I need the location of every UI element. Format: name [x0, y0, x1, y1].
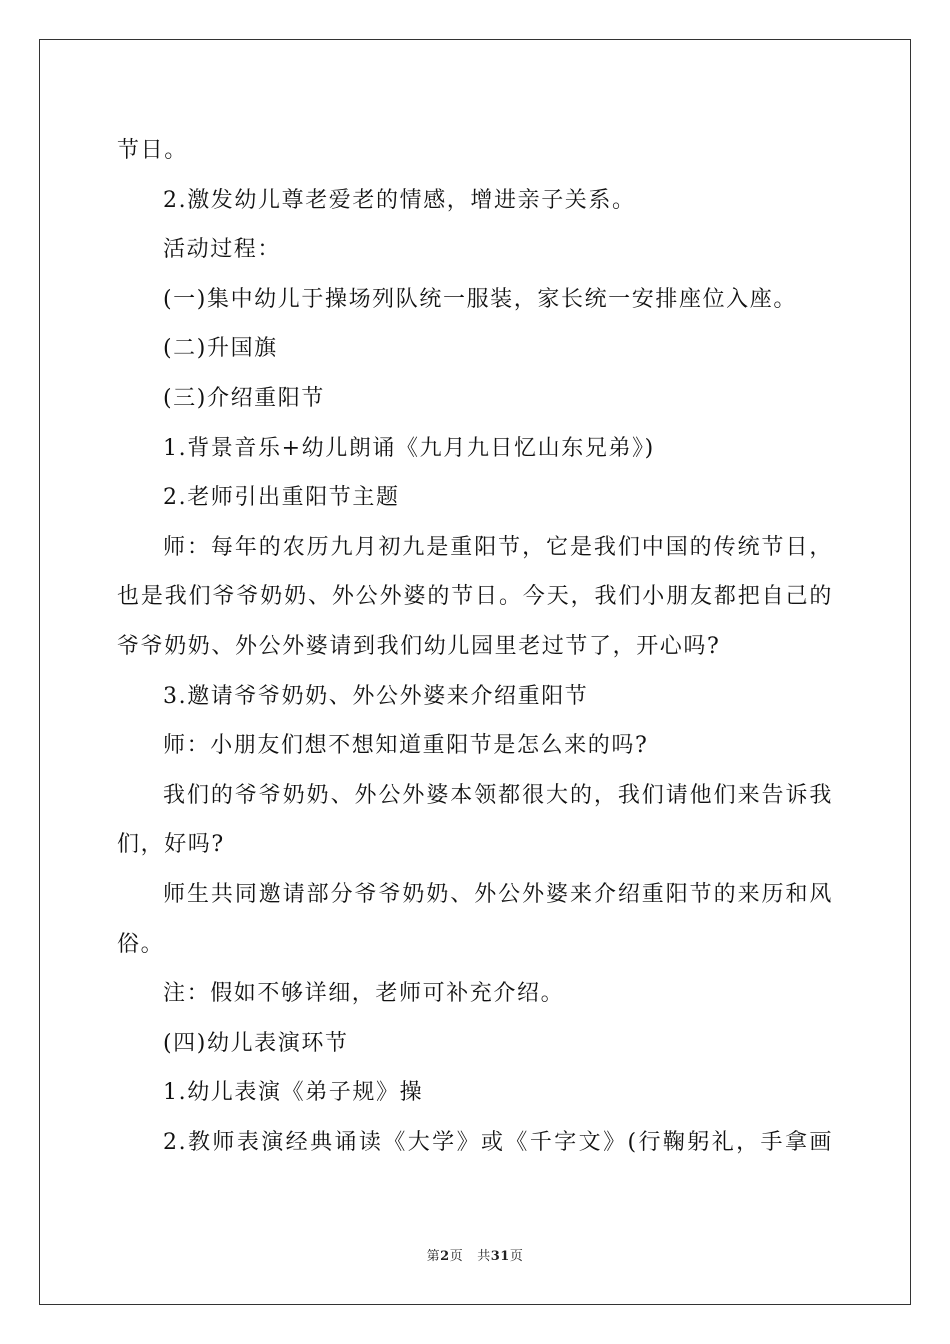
text-line: 活动过程：: [163, 237, 282, 263]
document-body: [117, 126, 833, 1167]
text-line: 2.激发幼儿尊老爱老的情感，增进亲子关系。: [163, 187, 636, 213]
text-line: 2.老师引出重阳节主题: [163, 485, 400, 511]
text-line: 师生共同邀请部分爷爷奶奶、外公外婆来介绍重阳节的来历和风: [163, 881, 833, 907]
text-line: (三)介绍重阳节: [163, 385, 325, 411]
page-prefix: 第: [426, 1249, 441, 1264]
text-line: 也是我们爷爷奶奶、外公外婆的节日。今天，我们小朋友都把自己的: [117, 584, 833, 610]
text-line: 1.背景音乐+幼儿朗诵《九月九日忆山东兄弟》): [163, 435, 655, 461]
text-line: (一)集中幼儿于操场列队统一服装，家长统一安排座位入座。: [163, 286, 797, 312]
text-line: 俗。: [117, 931, 165, 957]
text-line: 注：假如不够详细，老师可补充介绍。: [163, 981, 565, 1007]
text-line: 2.教师表演经典诵读《大学》或《千字文》(行鞠躬礼，手拿画: [163, 1129, 833, 1155]
page-suffix: 页: [449, 1249, 464, 1264]
total-pages: 31: [490, 1249, 510, 1264]
page-number: 2: [440, 1249, 450, 1264]
text-line: 3.邀请爷爷奶奶、外公外婆来介绍重阳节: [163, 683, 589, 709]
text-line: (四)幼儿表演环节: [163, 1030, 349, 1056]
page-footer: [0, 1249, 950, 1265]
text-line: 1.幼儿表演《弟子规》操: [163, 1080, 424, 1106]
text-line: 节日。: [117, 138, 188, 163]
total-suffix: 页: [509, 1249, 524, 1264]
text-line: 师：每年的农历九月初九是重阳节，它是我们中国的传统节日，: [163, 534, 833, 560]
total-prefix: 共: [477, 1249, 491, 1264]
text-line: 爷爷奶奶、外公外婆请到我们幼儿园里老过节了，开心吗?: [117, 633, 721, 659]
text-line: 我们的爷爷奶奶、外公外婆本领都很大的，我们请他们来告诉我: [163, 782, 833, 808]
text-line: 师：小朋友们想不想知道重阳节是怎么来的吗?: [163, 733, 649, 759]
text-line: 们，好吗?: [117, 832, 225, 858]
text-line: (二)升国旗: [163, 336, 278, 362]
